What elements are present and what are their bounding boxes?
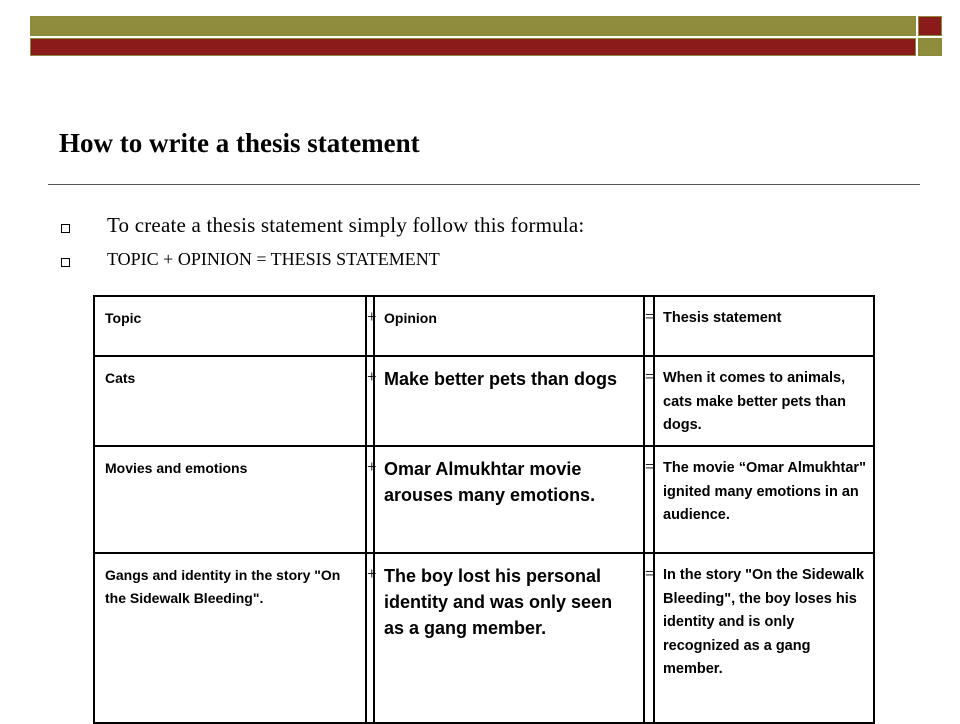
table-row <box>94 553 874 723</box>
bullet-text: TOPIC + OPINION = THESIS STATEMENT <box>107 249 440 269</box>
olive-square <box>918 38 942 56</box>
top-bar-upper <box>0 16 960 36</box>
header-plus: + <box>366 296 374 356</box>
thesis-cell: The movie “Omar Almukhtar" ignited many emotions in an audience. <box>654 446 874 553</box>
topic-cell: Cats <box>94 356 366 446</box>
table-row <box>94 446 874 553</box>
plus-cell: + <box>366 553 374 723</box>
formula-table <box>93 295 875 724</box>
opinion-cell: Make better pets than dogs <box>374 356 644 446</box>
header-equals: = <box>644 296 654 356</box>
maroon-bar <box>30 38 916 56</box>
equals-cell: = <box>644 446 654 553</box>
square-bullet-icon <box>61 224 70 233</box>
thesis-cell: In the story "On the Sidewalk Bleeding", the boy loses his identity and is only recognized as a gang member. <box>654 553 874 723</box>
topic-cell: Movies and emotions <box>94 446 366 553</box>
equals-cell: = <box>644 553 654 723</box>
slide-title: How to write a thesis statement <box>59 128 420 158</box>
opinion-cell: The boy lost his personal identity and was only seen as a gang member. <box>374 553 644 723</box>
thesis-cell: When it comes to animals, cats make better pets than dogs. <box>654 356 874 446</box>
top-bar-lower <box>0 38 960 56</box>
opinion-cell: Omar Almukhtar movie arouses many emotions. <box>374 446 644 553</box>
header-opinion: Opinion <box>374 296 644 356</box>
header-topic: Topic <box>94 296 366 356</box>
table-row <box>94 356 874 446</box>
plus-cell: + <box>366 356 374 446</box>
title-divider <box>48 184 920 185</box>
olive-bar <box>30 16 916 36</box>
maroon-square <box>918 16 942 36</box>
header-thesis: Thesis statement <box>654 296 874 356</box>
bullet-text: To create a thesis statement simply follow this formula: <box>107 213 585 237</box>
equals-cell: = <box>644 356 654 446</box>
table-header-row <box>94 296 874 356</box>
square-bullet-icon <box>61 258 70 267</box>
plus-cell: + <box>366 446 374 553</box>
topic-cell: Gangs and identity in the story "On the Sidewalk Bleeding". <box>94 553 366 723</box>
